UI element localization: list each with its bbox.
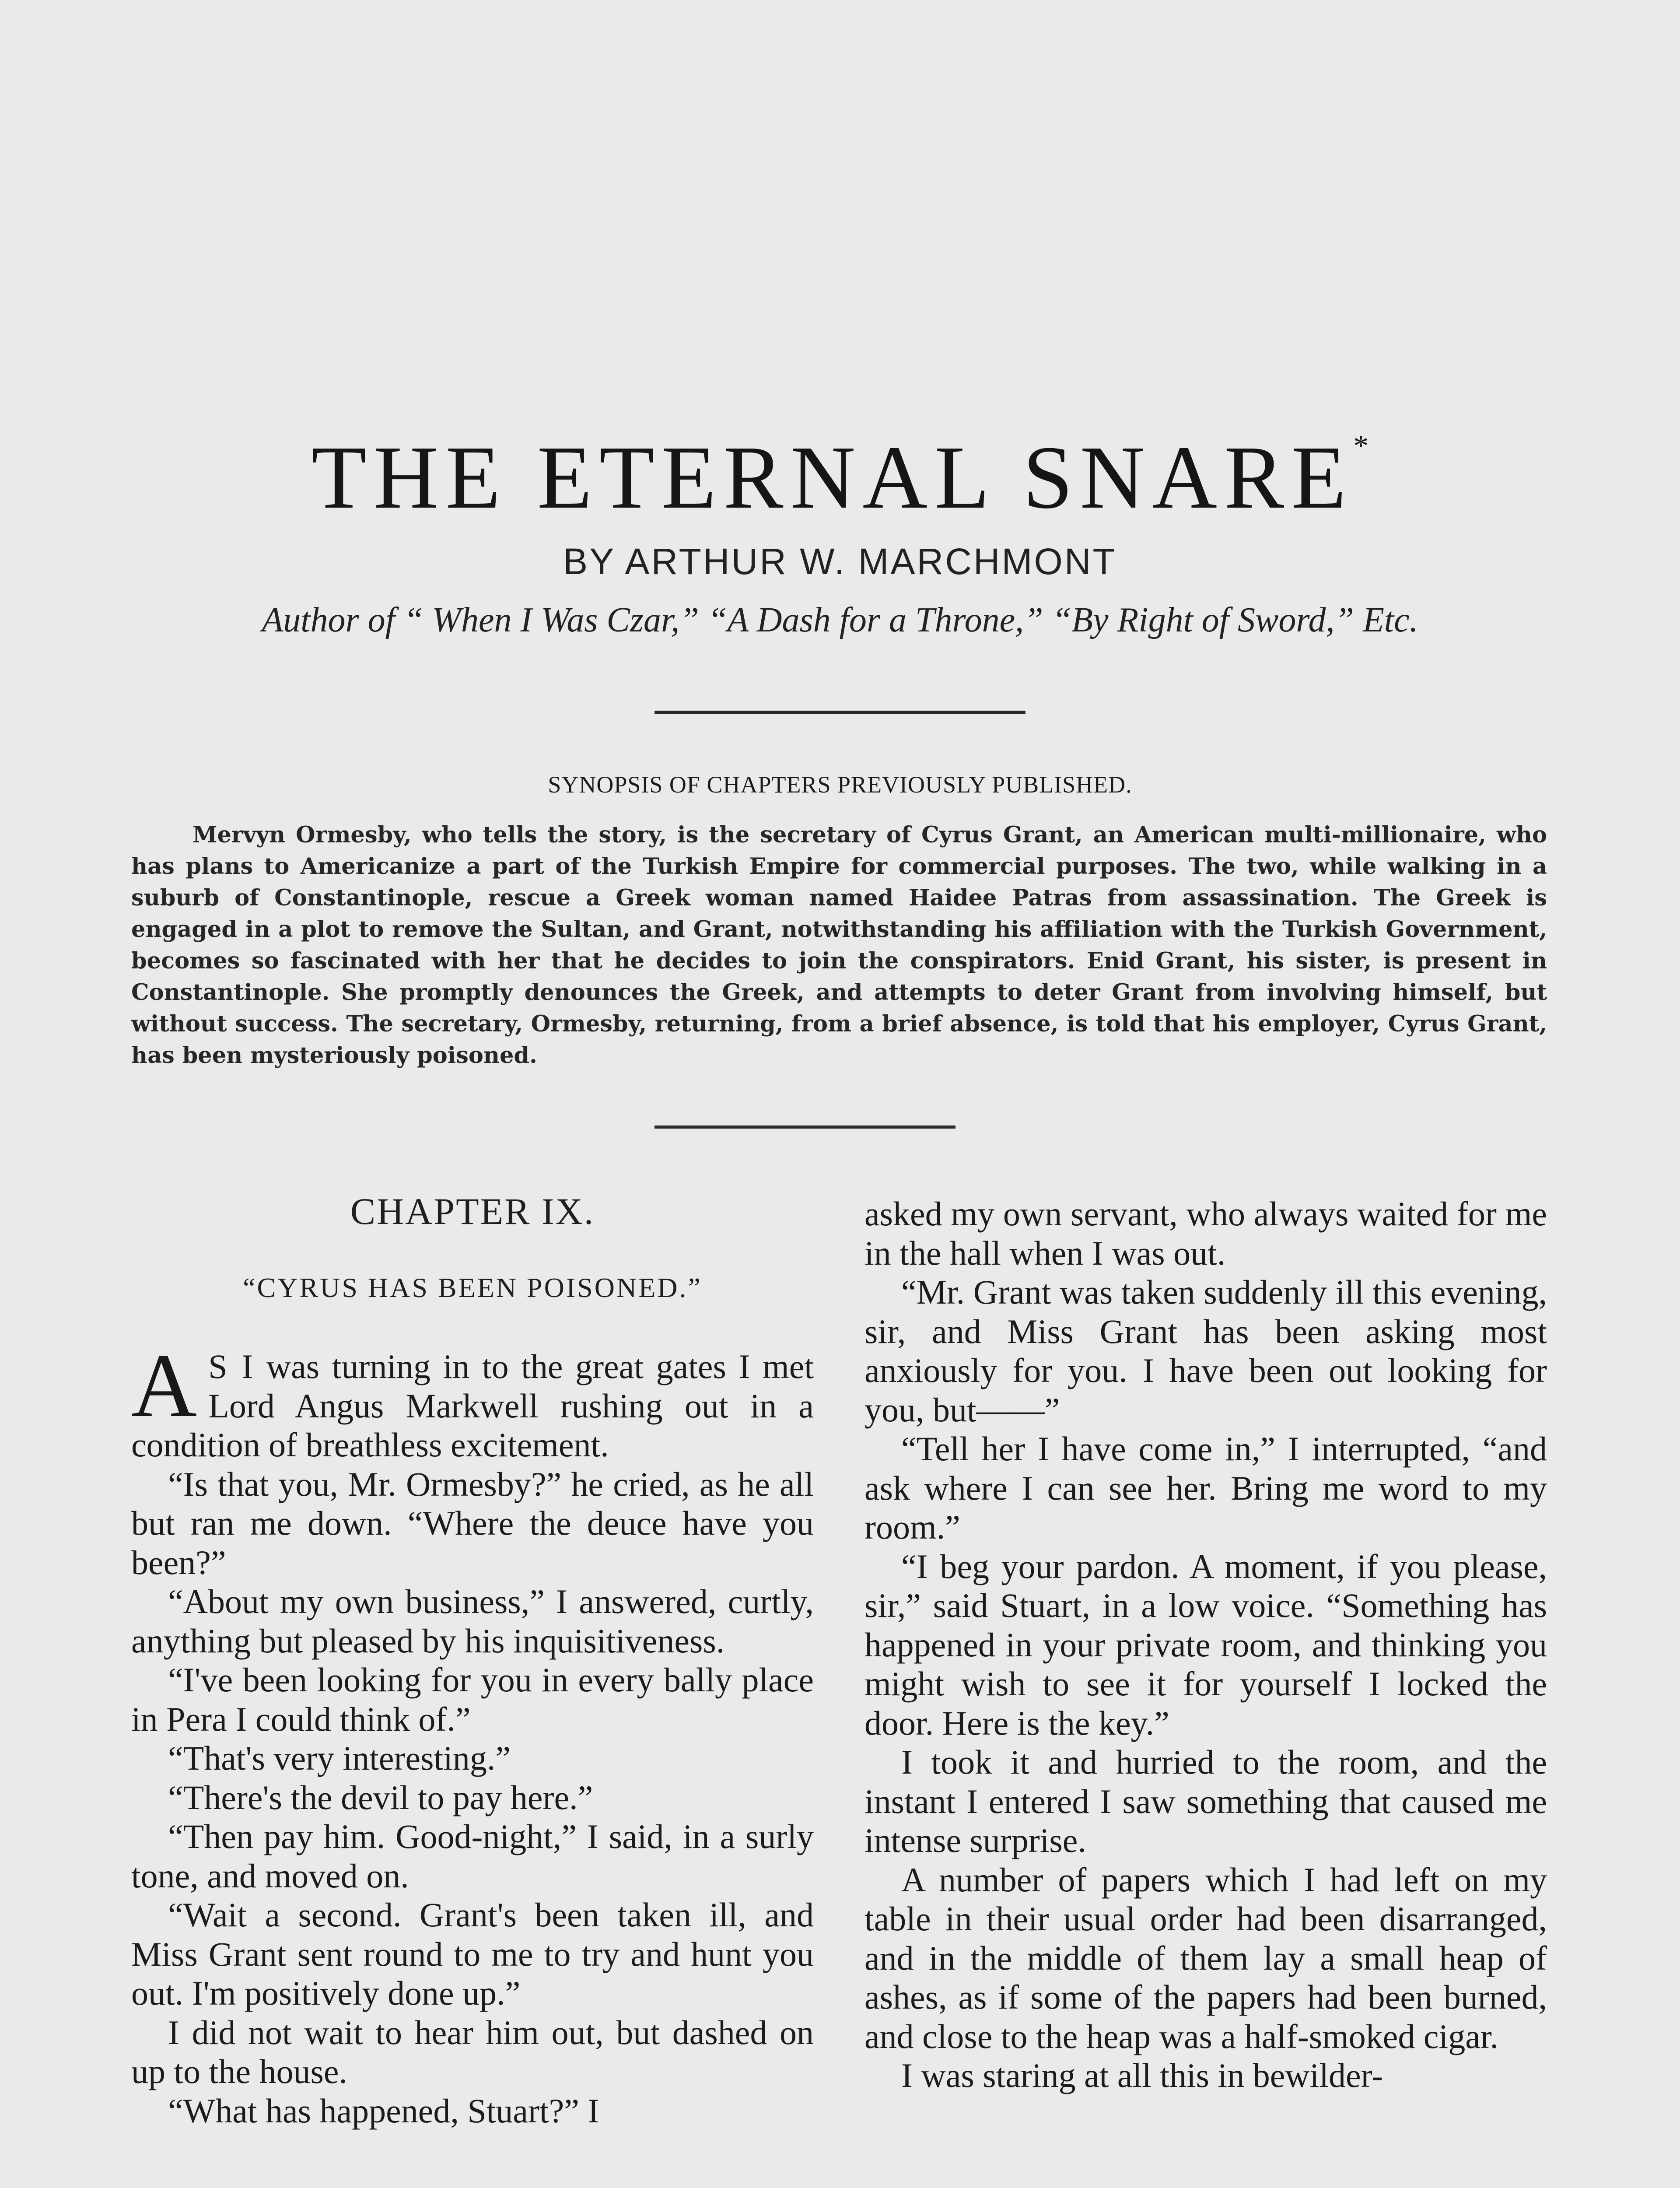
byline: BY ARTHUR W. MARCHMONT bbox=[563, 541, 1117, 582]
chapter-heading: CHAPTER IX. bbox=[350, 1190, 595, 1232]
paragraph: “Wait a second. Grant's been taken ill, and Miss Grant sent round to me to try and hunt you out. I'm positively done up.” bbox=[131, 1896, 814, 2012]
opening-text: was turning in to the great gates I met Lord Angus Markwell rushing out in a condition of breathless excitement. bbox=[131, 1347, 814, 1464]
paragraph: A number of papers which I had left on my table in their usual order had been disarranged, and in the middle of them lay a small heap of ashes, as if some of the papers had been burned, and close to the heap was a half-smoked cigar. bbox=[864, 1860, 1547, 2055]
synopsis-text: Mervyn Ormesby, who tells the story, is the secretary of Cyrus Grant, an American multi-millionaire, who has plans to Americanize a part of the Turkish Empire for commercial purposes. The two, while walking in a suburb of Constantinople, rescue a Greek woman named Haidee Patras from assassination. The Greek is engaged in a plot to remove the Sultan, and Grant, notwithstanding his affiliation with the Turkish Government, becomes so fascinated with her that he decides to join the conspirators. Enid Grant, his sister, is present in Constantinople. She promptly denounces the Greek, and attempts to deter Grant from involving himself, but without success. The secretary, Ormesby, returning, from a brief absence, is told that his employer, Cyrus Grant, has been mysteriously poisoned. bbox=[131, 822, 1547, 1069]
left-column bbox=[131, 1335, 814, 2130]
paragraph: “About my own business,” I answered, curtly, anything but pleased by his inquisitiveness. bbox=[131, 1582, 814, 1660]
paragraph: “I've been looking for you in every bally place in Pera I could think of.” bbox=[131, 1661, 814, 1738]
title-footnote-mark: * bbox=[1353, 429, 1369, 463]
paragraph: “What has happened, Stuart?” I bbox=[168, 2091, 599, 2130]
paragraph: “I beg your pardon. A moment, if you please, sir,” said Stuart, in a low voice. “Something has happened in your private room, and thinking you might wish to see it for yourself I locked the door. Here is the key.” bbox=[864, 1547, 1547, 1742]
paragraph: asked my own servant, who always waited for me in the hall when I was out. bbox=[864, 1195, 1547, 1272]
opening-paragraph bbox=[131, 1335, 814, 1465]
paragraph: “Then pay him. Good-night,” I said, in a surly tone, and moved on. bbox=[131, 1817, 814, 1895]
paragraph: “Mr. Grant was taken suddenly ill this evening, sir, and Miss Grant has been asking most anxiously for you. I have been out looking for you, but——” bbox=[864, 1273, 1547, 1429]
paragraph: “There's the devil to pay here.” bbox=[168, 1778, 593, 1816]
synopsis-divider bbox=[654, 1126, 956, 1129]
paragraph: I took it and hurried to the room, and the instant I entered I saw something that caused me intense surprise. bbox=[864, 1743, 1547, 1859]
drop-cap: A bbox=[131, 1335, 197, 1436]
paragraph: I was staring at all this in bewilder- bbox=[901, 2056, 1383, 2094]
paragraph: “That's very interesting.” bbox=[168, 1739, 511, 1777]
title-divider bbox=[654, 711, 1026, 714]
synopsis-heading: SYNOPSIS OF CHAPTERS PREVIOUSLY PUBLISHED. bbox=[548, 771, 1132, 798]
paragraph: “Tell her I have come in,” I interrupted, “and ask where I can see her. Bring me word to my room.” bbox=[864, 1430, 1547, 1546]
author-credits: Author of “ When I Was Czar,” “A Dash for a Throne,” “By Right of Sword,” Etc. bbox=[262, 601, 1418, 639]
right-column bbox=[864, 1194, 1547, 2095]
chapter-subtitle: “CYRUS HAS BEEN POISONED.” bbox=[243, 1272, 702, 1303]
paragraph: “Is that you, Mr. Ormesby?” he cried, as he all but ran me down. “Where the deuce have you been?” bbox=[131, 1465, 814, 1581]
paragraph: I did not wait to hear him out, but dashed on up to the house. bbox=[131, 2013, 814, 2090]
story-title bbox=[0, 394, 1680, 530]
story-title-text: THE ETERNAL SNARE bbox=[311, 427, 1354, 527]
opening-lead: S I bbox=[208, 1347, 254, 1385]
